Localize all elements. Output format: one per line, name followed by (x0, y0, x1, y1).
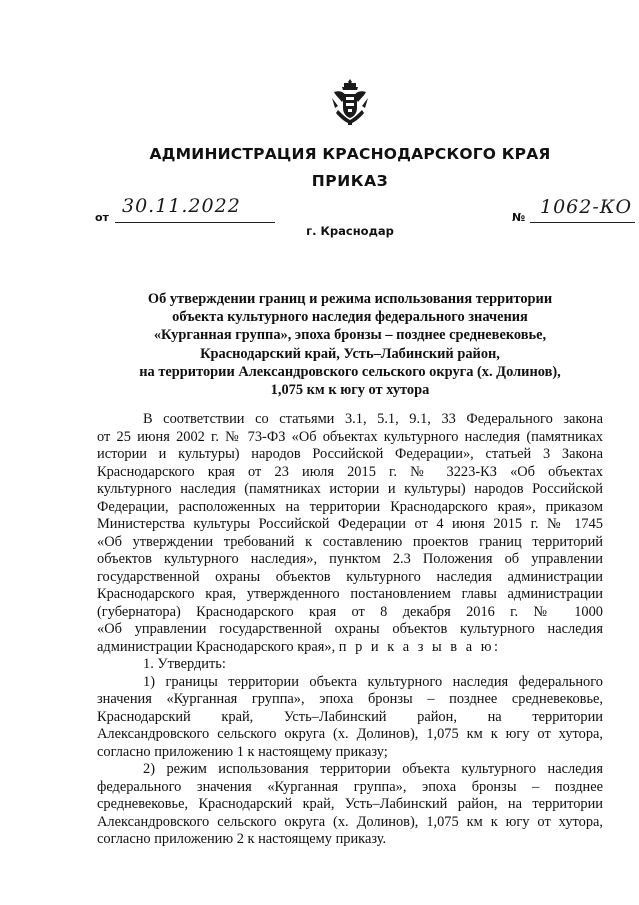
body-line: «Об управлении государственной охраны объектов культурного наследия (97, 621, 603, 637)
city-line: г. Краснодар (306, 224, 394, 238)
title-line: на территории Александровского сельского округа (х. Долинов), (139, 363, 561, 380)
body-line: объектов культурного наследия», пунктом 2.3 Положения об управлении (97, 551, 603, 567)
body-line: федерального значения «Курганная группа», эпоха бронзы – позднее (97, 778, 603, 795)
organization-name: АДМИНИСТРАЦИЯ КРАСНОДАРСКОГО КРАЯ (149, 145, 551, 163)
body-line: значения «Курганная группа», эпоха бронзы – позднее средневековье, (97, 691, 603, 707)
date-underline (115, 222, 275, 223)
handwritten-date: 30.11.2022 (122, 195, 241, 217)
body-line: 1) границы территории объекта культурного наследия федерального (143, 673, 603, 690)
body-line: «Об утверждении требований к составлению проектов границ территорий (97, 533, 603, 550)
title-line: 1,075 км к югу от хутора (270, 382, 430, 399)
order-title (55, 290, 639, 399)
number-prefix: № (512, 211, 526, 224)
body-line: Краснодарского края, утвержденного постановлением главы администрации (97, 586, 603, 602)
body-line: средневековье, Краснодарский край, Усть–Лабинский район, на территории (97, 796, 603, 812)
body-line: Краснодарского края от 23 июля 2015 г. № 3223-КЗ «Об объектах (97, 463, 603, 480)
title-line: «Курганная группа», эпоха бронзы – позднее средневековье, (153, 327, 547, 344)
body-line: государственной охраны объектов культурного наследия администрации (97, 568, 603, 585)
date-prefix: от (95, 211, 109, 224)
body-line: Краснодарский край, Усть–Лабинский район, на территории (97, 708, 603, 725)
handwritten-number: 1062-КО (540, 196, 633, 218)
body-line: В соответствии со статьями 3.1, 5.1, 9.1, 33 Федерального закона (143, 411, 603, 427)
coat-of-arms-emblem (330, 78, 370, 126)
item-1: 1. Утвердить: (143, 656, 226, 672)
title-line: объекта культурного наследия федерального значения (172, 309, 528, 326)
body-line: истории и культуры) народов Российской Федерации», статьей 3 Закона (97, 446, 603, 462)
body-line: 2) режим использования территории объекта культурного наследия (143, 761, 603, 777)
body-line: (губернатора) Краснодарского края от 8 декабря 2016 г. № 1000 (97, 603, 603, 620)
preamble-end: администрации Краснодарского края», (97, 638, 336, 655)
body-line: Министерства культуры Российской Федерации от 4 июня 2015 г. № 1745 (97, 516, 603, 532)
body-line: Александровского сельского округа (х. Долинов), 1,075 км к югу от хутора, (97, 726, 603, 742)
title-line: Об утверждении границ и режима использования территории (147, 291, 553, 307)
body-line: согласно приложению 2 к настоящему приказу. (97, 831, 387, 847)
body-line: культурного наследия (памятниках истории и культуры) народов Российской (97, 481, 603, 497)
order-body (97, 411, 603, 849)
body-line: Александровского сельского округа (х. Долинов), 1,075 км к югу от хутора, (97, 813, 603, 830)
title-line: Краснодарский край, Усть–Лабинский район, (200, 345, 500, 362)
body-line (97, 639, 603, 657)
document-type: ПРИКАЗ (311, 172, 389, 190)
body-line: Федерации, расположенных на территории Краснодарского края», приказом (97, 498, 603, 515)
body-line: согласно приложению 1 к настоящему приказу; (97, 743, 388, 760)
body-line: от 25 июня 2002 г. № 73-ФЗ «Об объектах культурного наследия (памятниках (97, 428, 603, 445)
order-word: п р и к а з ы в а ю: (338, 638, 501, 655)
number-underline (530, 222, 635, 223)
